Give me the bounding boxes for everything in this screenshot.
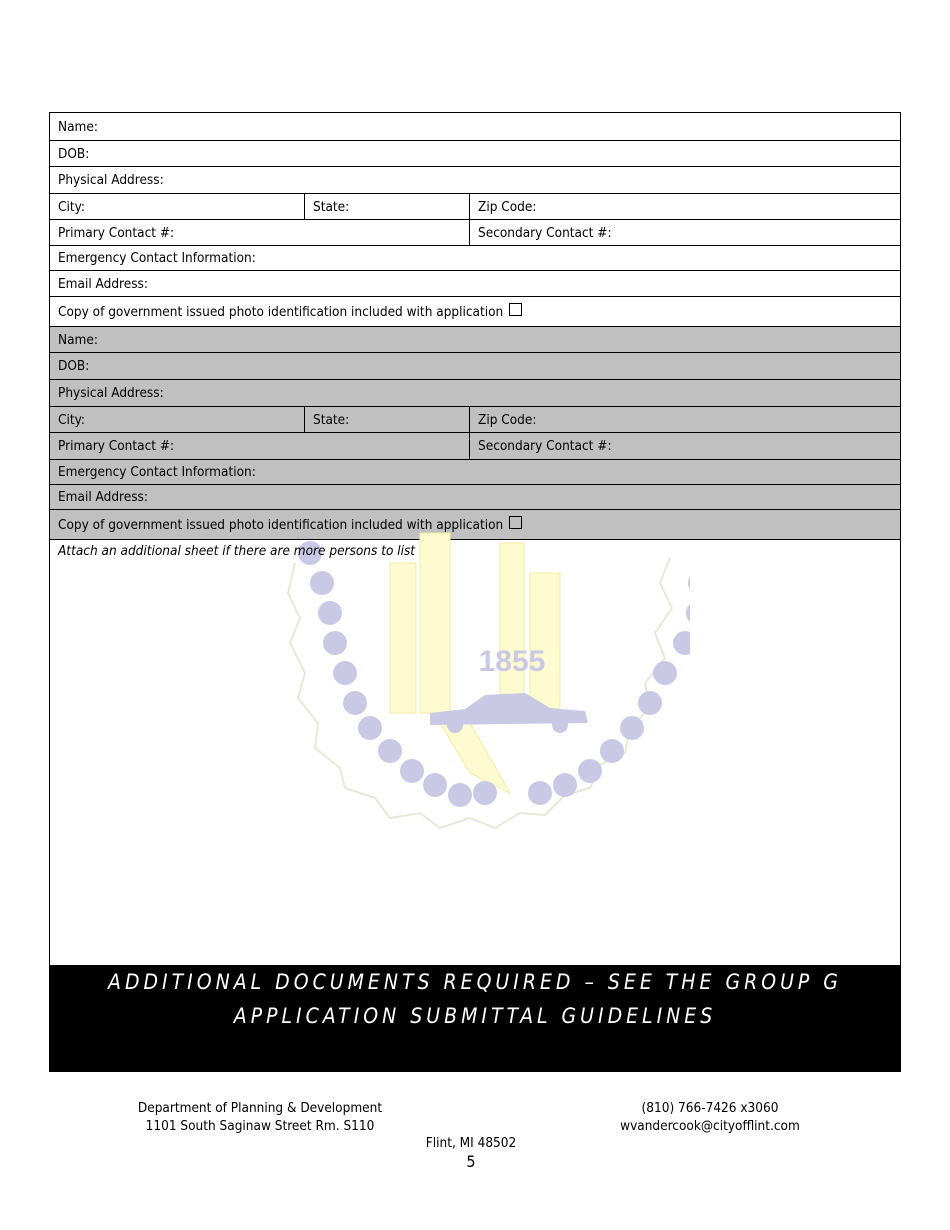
p2-email-row xyxy=(50,485,900,510)
footer-department: Department of Planning & Development xyxy=(137,1100,383,1116)
city-seal-watermark xyxy=(240,523,690,833)
p1-city-field[interactable]: City: xyxy=(58,198,85,215)
p1-dob-row xyxy=(50,141,900,167)
p2-city-state-zip-row xyxy=(50,407,900,433)
p2-state-field[interactable]: State: xyxy=(304,407,469,432)
p1-address-row xyxy=(50,167,900,194)
p1-secondary-contact-field[interactable]: Secondary Contact #: xyxy=(469,220,900,245)
p2-name-row xyxy=(50,327,900,353)
seal-car xyxy=(430,693,588,733)
p1-emergency-contact-field[interactable]: Emergency Contact Information: xyxy=(58,250,256,266)
p1-id-cell xyxy=(50,297,900,326)
p1-dob-field[interactable]: DOB: xyxy=(58,145,90,162)
required-documents-banner xyxy=(50,965,900,1071)
p1-name-row xyxy=(50,113,900,141)
p2-dob-row xyxy=(50,353,900,380)
seal-year: 1855 xyxy=(478,645,546,678)
banner-line-1: ADDITIONAL DOCUMENTS REQUIRED – SEE THE GROUP G xyxy=(108,970,842,994)
additional-sheet-note: Attach an additional sheet if there are more persons to list xyxy=(58,543,416,559)
p1-id-row xyxy=(50,297,900,327)
footer-phone: (810) 766-7426 x3060 xyxy=(641,1100,779,1116)
p2-emergency-row xyxy=(50,460,900,485)
p2-dob-field[interactable]: DOB: xyxy=(58,358,90,374)
p1-id-checkbox[interactable] xyxy=(509,303,522,316)
p1-contact-row xyxy=(50,220,900,246)
p2-address-row xyxy=(50,380,900,407)
p2-city-field[interactable]: City: xyxy=(58,411,85,428)
p1-emergency-row xyxy=(50,246,900,271)
footer-city: Flint, MI 48502 xyxy=(425,1135,517,1151)
p2-address-field[interactable]: Physical Address: xyxy=(58,385,164,401)
p1-primary-contact-field[interactable]: Primary Contact #: xyxy=(58,224,175,241)
p2-secondary-contact-field[interactable]: Secondary Contact #: xyxy=(469,433,900,459)
p1-name-field[interactable]: Name: xyxy=(58,118,98,135)
p1-email-field[interactable]: Email Address: xyxy=(58,275,148,292)
p2-contact-row xyxy=(50,433,900,460)
p1-id-label: Copy of government issued photo identification included with application xyxy=(58,303,504,320)
p1-zip-field[interactable]: Zip Code: xyxy=(469,194,900,219)
page-number: 5 xyxy=(466,1152,476,1171)
p2-email-field[interactable]: Email Address: xyxy=(58,489,148,505)
p1-city-state-zip-row xyxy=(50,194,900,220)
footer-contact xyxy=(590,1099,830,1135)
p1-email-row xyxy=(50,271,900,297)
p2-name-field[interactable]: Name: xyxy=(58,331,98,348)
p1-state-field[interactable]: State: xyxy=(304,194,469,219)
applicant-form xyxy=(49,112,901,1072)
banner-line-2: APPLICATION SUBMITTAL GUIDELINES xyxy=(233,1004,717,1028)
p2-zip-field[interactable]: Zip Code: xyxy=(469,407,900,432)
p1-address-field[interactable]: Physical Address: xyxy=(58,172,164,188)
footer-address xyxy=(100,1099,420,1135)
p2-id-label: Copy of government issued photo identification included with application xyxy=(58,516,504,533)
p2-emergency-contact-field[interactable]: Emergency Contact Information: xyxy=(58,464,256,480)
footer-email[interactable]: wvandercook@cityofflint.com xyxy=(620,1118,800,1134)
footer-street: 1101 South Saginaw Street Rm. S110 xyxy=(145,1118,375,1134)
p2-primary-contact-field[interactable]: Primary Contact #: xyxy=(58,438,175,454)
